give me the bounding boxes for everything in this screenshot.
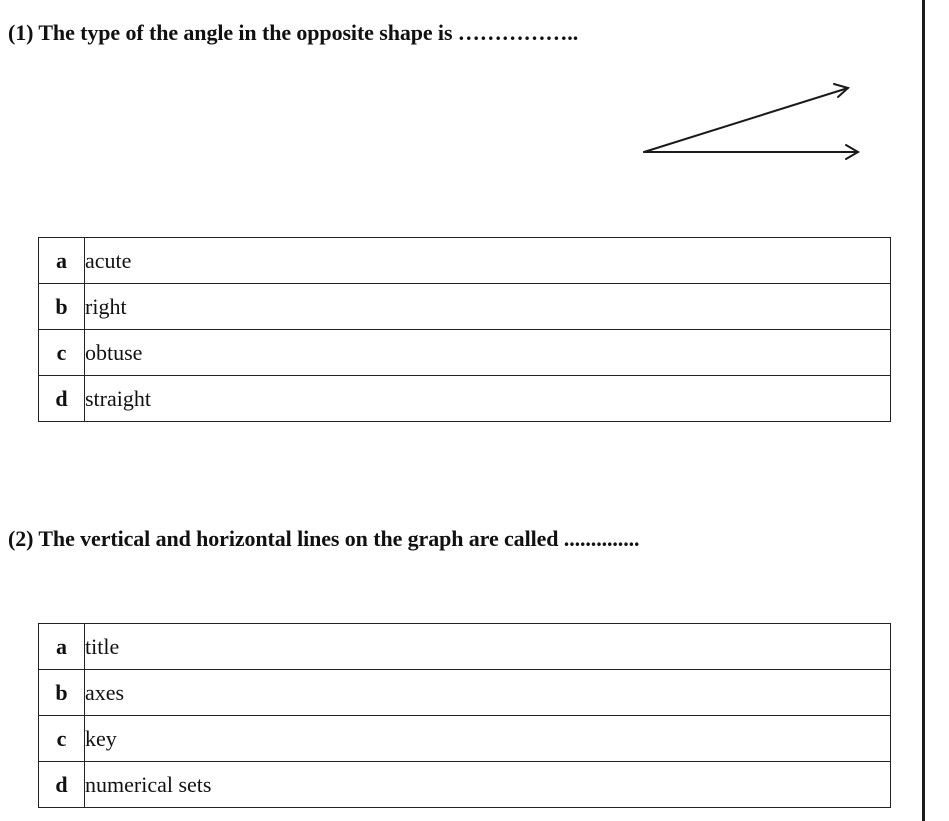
acute-angle-figure xyxy=(636,76,871,166)
option-row-b[interactable] xyxy=(39,284,891,330)
option-letter: d xyxy=(39,762,85,808)
option-letter: b xyxy=(39,284,85,330)
question-1-text: (1) The type of the angle in the opposite shape is …………….. xyxy=(8,20,579,45)
option-row-d[interactable] xyxy=(39,762,891,808)
option-letter: d xyxy=(39,376,85,422)
option-text: numerical sets xyxy=(85,762,891,808)
option-text: acute xyxy=(85,238,891,284)
question-2-options xyxy=(38,623,891,808)
option-text: obtuse xyxy=(85,330,891,376)
option-row-d[interactable] xyxy=(39,376,891,422)
option-text: right xyxy=(85,284,891,330)
option-text: key xyxy=(85,716,891,762)
option-row-c[interactable] xyxy=(39,330,891,376)
option-row-a[interactable] xyxy=(39,624,891,670)
option-text: title xyxy=(85,624,891,670)
angle-upper-ray xyxy=(644,88,848,152)
option-letter: c xyxy=(39,716,85,762)
question-2-text: (2) The vertical and horizontal lines on the graph are called .............. xyxy=(8,526,640,551)
option-letter: a xyxy=(39,238,85,284)
option-text: straight xyxy=(85,376,891,422)
option-row-a[interactable] xyxy=(39,238,891,284)
option-row-c[interactable] xyxy=(39,716,891,762)
option-letter: b xyxy=(39,670,85,716)
option-text: axes xyxy=(85,670,891,716)
page-border-line xyxy=(922,0,925,821)
option-row-b[interactable] xyxy=(39,670,891,716)
option-letter: c xyxy=(39,330,85,376)
option-letter: a xyxy=(39,624,85,670)
question-1-options xyxy=(38,237,891,422)
